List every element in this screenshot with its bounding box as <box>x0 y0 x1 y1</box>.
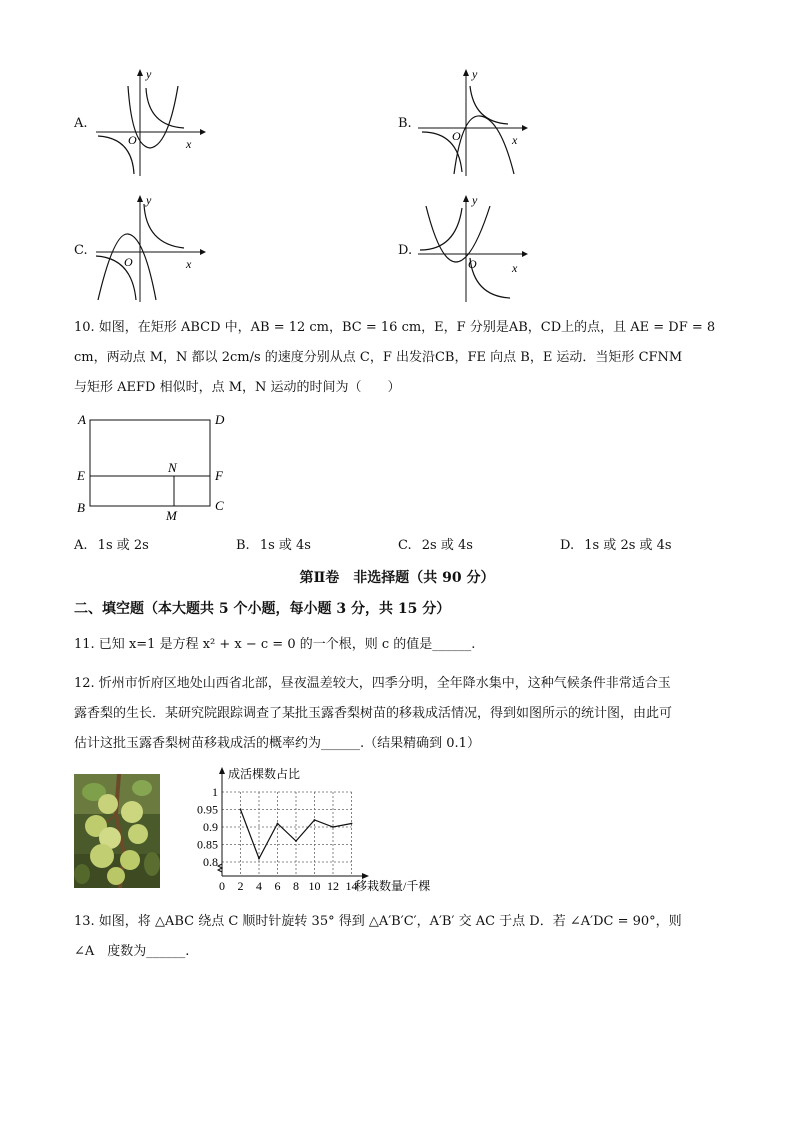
q9-option-a-label: A. <box>74 116 88 131</box>
q10-option-d <box>560 536 672 555</box>
x-tick-label: 0 <box>219 879 225 893</box>
q10-text-line2: cm，两动点 M，N 都以 2cm/s 的速度分别从点 C，F 出发沿CB，FE 向点 B，E 运动．当矩形 CFNM <box>74 350 683 365</box>
q9-d-x-label: x <box>512 261 518 275</box>
data-point <box>277 823 279 825</box>
q10-option-b <box>236 536 311 555</box>
q12-text-line1: 12. 忻州市忻府区地处山西省北部，昼夜温差较大，四季分明，全年降水集中，这种气候条件非常适合玉 <box>74 676 671 691</box>
q9-c-x-label: x <box>186 257 192 271</box>
y-tick-label: 0.85 <box>197 837 218 852</box>
point-c-label: C <box>215 498 224 513</box>
q9-c-origin-label: O <box>124 255 133 269</box>
q10-option-d-label: D. <box>560 538 575 553</box>
q9-graph-b <box>410 66 530 178</box>
q13-text-line2: ∠A 度数为______. <box>74 944 190 959</box>
q10-option-b-text: 1s 或 4s <box>259 538 311 553</box>
q9-a-y-label: y <box>146 67 152 81</box>
y-tick-label: 0.95 <box>197 802 218 817</box>
data-point <box>240 809 242 811</box>
y-axis-arrow <box>219 767 225 774</box>
q10-option-a-label: A. <box>74 538 88 553</box>
q9-d-y-label: y <box>472 193 478 207</box>
q10-option-b-label: B. <box>236 538 250 553</box>
q9-c-y-label: y <box>146 193 152 207</box>
q10-option-d-text: 1s 或 2s 或 4s <box>584 538 672 553</box>
pear-tree-photo <box>74 774 160 888</box>
x-tick-label: 10 <box>308 879 321 893</box>
q9-graph-d <box>410 192 530 304</box>
data-point <box>332 826 334 828</box>
q10-option-c-text: 2s 或 4s <box>421 538 473 553</box>
x-tick-label: 14 <box>345 879 358 893</box>
part2-title: 第Ⅱ卷 非选择题（共 90 分） <box>299 570 495 586</box>
point-m-label: M <box>166 508 177 523</box>
y-axis-break <box>218 864 222 872</box>
point-f-label: F <box>215 468 223 483</box>
x-tick-label: 12 <box>327 879 339 893</box>
y-tick-label: 1 <box>212 785 218 799</box>
x-tick-label: 8 <box>293 879 299 893</box>
point-d-label: D <box>215 412 225 427</box>
q9-graph-a <box>88 66 208 178</box>
point-a-label: A <box>78 412 86 427</box>
q11-text: 11. 已知 x=1 是方程 x² + x − c = 0 的一个根，则 c 的值是______. <box>74 637 476 652</box>
q9-option-d-label: D. <box>398 243 413 258</box>
data-point <box>314 819 316 821</box>
q13-text-line1: 13. 如图，将 △ABC 绕点 C 顺时针旋转 35° 得到 △A′B′C′，A′B′ 交 AC 于点 D．若 ∠A′DC = 90°，则 <box>74 914 682 929</box>
y-tick-label: 0.9 <box>203 820 218 834</box>
q10-text-line3: 与矩形 AEFD 相似时，点 M，N 运动的时间为（ ） <box>74 380 401 395</box>
q9-option-b-label: B. <box>398 116 412 131</box>
point-e-label: E <box>77 468 85 483</box>
q9-option-c-label: C. <box>74 243 88 258</box>
data-point <box>351 823 353 825</box>
q10-option-c-label: C. <box>398 538 412 553</box>
y-tick-label: 0.8 <box>203 855 218 869</box>
chart-y-axis-label: 成活棵数占比 <box>228 767 301 781</box>
point-n-label: N <box>168 460 177 475</box>
q10-option-a-text: 1s 或 2s <box>97 538 149 553</box>
q9-a-origin-label: O <box>128 133 137 147</box>
data-point <box>258 858 260 860</box>
q12-text-line3: 估计这批玉露香梨树苗移栽成活的概率约为______.（结果精确到 0.1） <box>74 736 480 751</box>
q12-text-line2: 露香梨的生长．某研究院跟踪调查了某批玉露香梨树苗的移栽成活情况，得到如图所示的统计图，由此可 <box>74 706 673 721</box>
q9-d-origin-label: O <box>468 257 477 271</box>
chart-x-axis-label: 移栽数量/千棵 <box>355 879 431 893</box>
q9-a-x-label: x <box>186 137 192 151</box>
q10-text-line1: 10. 如图，在矩形 ABCD 中，AB = 12 cm，BC = 16 cm，E，F 分别是AB，CD上的点，且 AE = DF = 8 <box>74 320 716 335</box>
section2-title: 二、填空题（本大题共 5 个小题，每小题 3 分，共 15 分） <box>74 601 451 617</box>
data-point <box>295 840 297 842</box>
x-tick-label: 6 <box>274 879 281 893</box>
x-tick-label: 4 <box>256 879 262 893</box>
q10-option-a <box>74 536 149 555</box>
point-b-label: B <box>77 500 85 515</box>
x-tick-label: 2 <box>237 879 244 893</box>
q9-b-y-label: y <box>472 67 478 81</box>
q9-b-x-label: x <box>512 133 518 147</box>
survival-rate-chart <box>190 764 450 896</box>
q9-graph-c <box>88 192 208 304</box>
q10-option-c <box>398 536 473 555</box>
q9-b-origin-label: O <box>452 129 461 143</box>
q10-rectangle-figure <box>72 408 242 524</box>
